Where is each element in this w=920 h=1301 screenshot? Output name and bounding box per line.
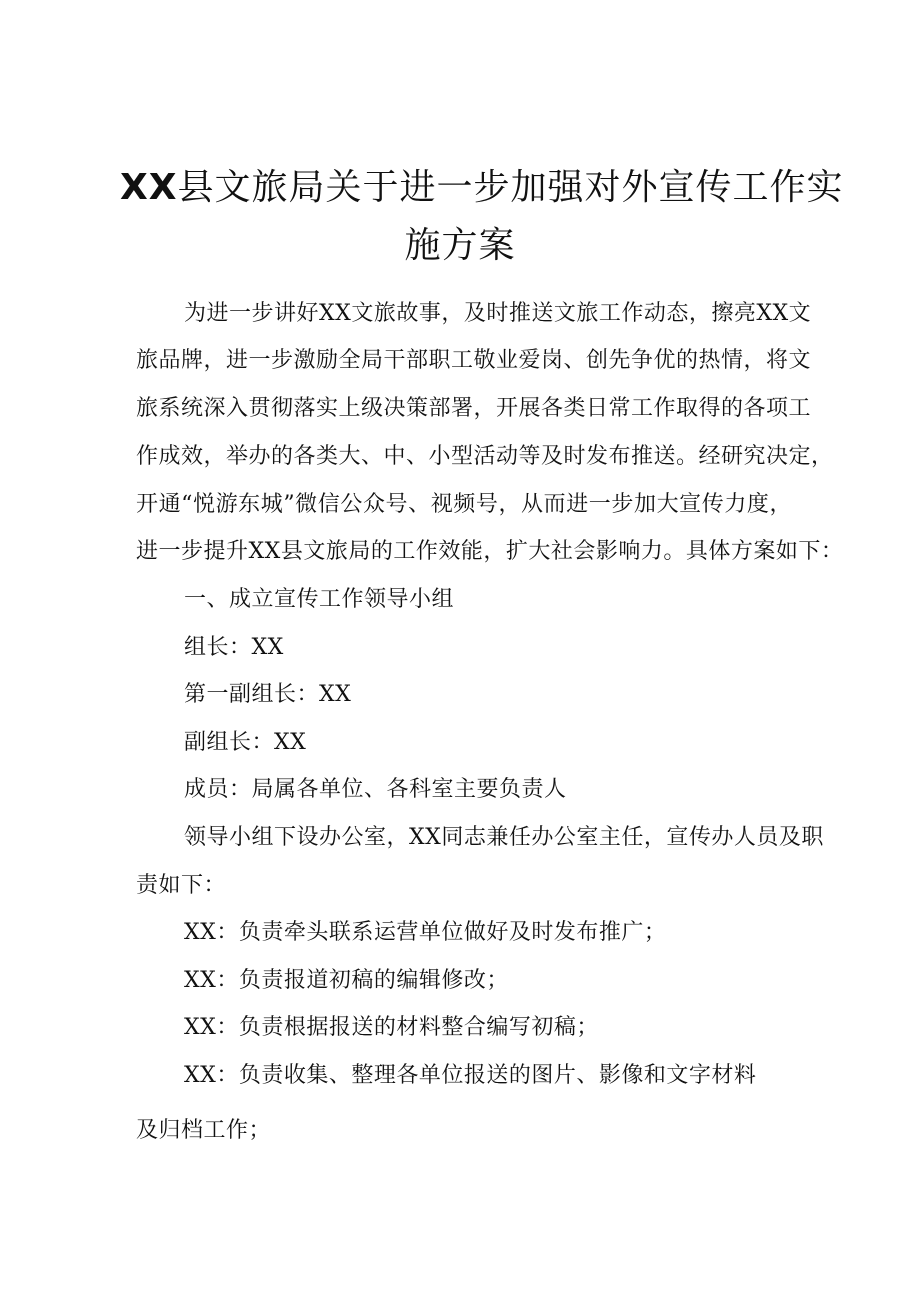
duty-item: XX：负责牵头联系运营单位做好及时发布推广；	[184, 920, 667, 945]
document-title-line-2: 施方案	[404, 225, 516, 266]
section-heading: 一、成立宣传工作领导小组	[184, 587, 455, 612]
intro-line-1: 为进一步讲好XX文旅故事，及时推送文旅工作动态，擦亮XX文	[184, 301, 812, 326]
duty-item: XX：负责报道初稿的编辑修改；	[184, 968, 509, 993]
group-members: 成员：局属各单位、各科室主要负责人	[184, 777, 567, 802]
intro-line-5: 开通“悦游东城”微信公众号、视频号，从而进一步加大宣传力度，	[136, 492, 792, 517]
document-title-line-1: XX县文旅局关于进一步加强对外宣传工作实	[120, 167, 844, 208]
first-deputy-leader: 第一副组长：XX	[184, 682, 352, 707]
office-line-1: 领导小组下设办公室，XX同志兼任办公室主任，宣传办人员及职	[184, 825, 824, 850]
intro-line-3: 旅系统深入贯彻落实上级决策部署，开展各类日常工作取得的各项工	[136, 396, 812, 421]
office-line-2: 责如下：	[136, 873, 227, 898]
duty-item-continuation: 及归档工作；	[136, 1118, 272, 1143]
duty-item: XX：负责收集、整理各单位报送的图片、影像和文字材料	[184, 1063, 757, 1088]
deputy-leader: 副组长：XX	[184, 730, 307, 755]
intro-line-2: 旅品牌，进一步激励全局干部职工敬业爱岗、创先争优的热情，将文	[136, 348, 812, 373]
group-leader: 组长：XX	[184, 635, 284, 660]
intro-line-4: 作成效，举办的各类大、中、小型活动等及时发布推送。经研究决定，	[136, 444, 834, 469]
duty-item: XX：负责根据报送的材料整合编写初稿；	[184, 1015, 599, 1040]
intro-line-6: 进一步提升XX县文旅局的工作效能，扩大社会影响力。具体方案如下：	[136, 539, 844, 564]
